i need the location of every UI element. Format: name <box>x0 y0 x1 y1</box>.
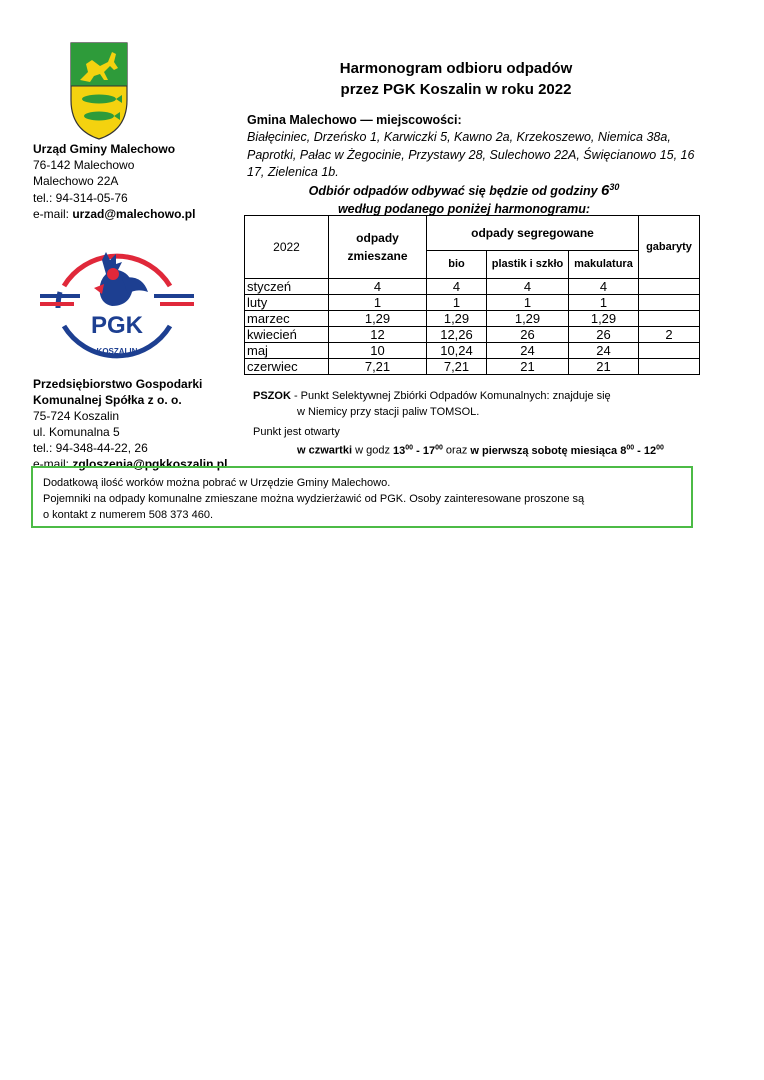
bulky-cell <box>639 343 700 359</box>
table-year-header: 2022 <box>245 216 329 279</box>
paper-cell: 1 <box>569 295 639 311</box>
table-paper-header: makulatura <box>569 251 639 279</box>
pszok-h1a: 13 <box>393 444 406 457</box>
paper-cell: 4 <box>569 279 639 295</box>
table-row <box>245 327 700 343</box>
bulky-cell <box>639 311 700 327</box>
month-cell: maj <box>245 343 329 359</box>
month-cell: styczeń <box>245 279 329 295</box>
table-bulky-header: gabaryty <box>639 216 700 279</box>
schedule-table <box>244 215 700 375</box>
table-bio-header: bio <box>427 251 487 279</box>
pszok-h1b: 17 <box>422 444 436 457</box>
plastic-cell: 24 <box>487 343 569 359</box>
table-row <box>245 359 700 375</box>
bio-cell: 12,26 <box>427 327 487 343</box>
plastic-cell: 1,29 <box>487 311 569 327</box>
month-cell: kwiecień <box>245 327 329 343</box>
pickup-minutes: 30 <box>609 182 620 192</box>
month-cell: czerwiec <box>245 359 329 375</box>
pszok-h1b-sup: 00 <box>435 444 443 451</box>
title-line2: przez PGK Koszalin w roku 2022 <box>340 81 572 98</box>
pszok-h2b-sup: 00 <box>656 444 664 451</box>
mixed-cell: 1 <box>329 295 427 311</box>
pickup-note <box>244 178 684 218</box>
mixed-cell: 10 <box>329 343 427 359</box>
pszok-h1a-sup: 00 <box>405 444 414 451</box>
table-plastic-header: plastik i szkło <box>487 251 569 279</box>
company-email-label: e-mail: <box>33 457 73 471</box>
bio-cell: 4 <box>427 279 487 295</box>
bulky-cell <box>639 295 700 311</box>
bio-cell: 10,24 <box>427 343 487 359</box>
pszok-h2b: 12 <box>643 444 657 457</box>
pgk-logo-text: PGK <box>90 312 144 339</box>
month-cell: luty <box>245 295 329 311</box>
paper-cell: 24 <box>569 343 639 359</box>
info-box <box>31 466 693 528</box>
table-row <box>245 343 700 359</box>
pszok-hours1-pre: w godz <box>352 444 393 457</box>
pszok-hours <box>253 424 693 459</box>
pszok-h2a: 8 <box>620 444 627 457</box>
paper-cell: 26 <box>569 327 639 343</box>
municipality-name: Urząd Gminy Malechowo <box>33 142 176 156</box>
company-email-link[interactable]: zgloszenia@pgkkoszalin.pl <box>72 457 228 471</box>
table-row <box>245 279 700 295</box>
month-cell: marzec <box>245 311 329 327</box>
pszok-day2: w pierwszą sobotę miesiąca <box>470 444 621 457</box>
pickup-hour: 6 <box>601 182 610 200</box>
table-segregated-header: odpady segregowane <box>427 216 639 251</box>
info-line3: o kontakt z numerem 508 373 460. <box>43 509 213 521</box>
area-heading: Gmina Malechowo — miejscowości: <box>247 113 462 127</box>
pszok-text1: - Punkt Selektywnej Zbiórki Odpadów Komunalnych: znajduje się <box>290 390 611 402</box>
municipality-phone: tel.: 94-314-05-76 <box>33 191 128 205</box>
bulky-cell <box>639 279 700 295</box>
mixed-cell: 7,21 <box>329 359 427 375</box>
pszok-open-label: Punkt jest otwarty <box>253 426 340 438</box>
table-mixed-header: odpady zmieszane <box>329 216 427 279</box>
page-title <box>236 58 676 100</box>
mixed-cell: 1,29 <box>329 311 427 327</box>
bio-cell: 1 <box>427 295 487 311</box>
plastic-cell: 4 <box>487 279 569 295</box>
coat-of-arms-logo <box>70 42 128 140</box>
mixed-cell: 12 <box>329 327 427 343</box>
mixed-cell: 4 <box>329 279 427 295</box>
pickup-line1: Odbiór odpadów odbywać się będzie od godziny <box>308 184 602 199</box>
bulky-cell: 2 <box>639 327 700 343</box>
pszok-day1: w czwartki <box>297 444 353 457</box>
municipality-email-link[interactable]: urzad@malechowo.pl <box>72 207 196 221</box>
company-address1: 75-724 Koszalin <box>33 409 120 423</box>
pickup-line2: według podanego poniżej harmonogramu: <box>337 202 591 217</box>
plastic-cell: 21 <box>487 359 569 375</box>
paper-cell: 1,29 <box>569 311 639 327</box>
pszok-or: oraz <box>442 444 471 457</box>
municipality-address2: Malechowo 22A <box>33 174 119 188</box>
table-row <box>245 295 700 311</box>
info-line2: Pojemniki na odpady komunalne zmieszane można wydzierżawić od PGK. Osoby zainteresowane proszone są <box>43 493 585 505</box>
company-phone: tel.: 94-348-44-22, 26 <box>33 441 148 455</box>
pgk-koszalin-logo <box>36 248 198 364</box>
area-places: Białęciniec, Drzeńsko 1, Karwiczki 5, Kawno 2a, Krzekoszewo, Niemica 38a, Paprotki, Pałac w Żegocinie, Przystawy 28, Sulechowo 22A, Święcianowo 15, 16 17, Zielenica 1b. <box>247 130 695 179</box>
company-name-line1: Przedsiębiorstwo Gospodarki <box>33 377 203 391</box>
title-line1: Harmonogram odbioru odpadów <box>339 60 573 77</box>
pgk-logo-subtext: KOSZALIN <box>96 347 138 356</box>
plastic-cell: 1 <box>487 295 569 311</box>
bio-cell: 1,29 <box>427 311 487 327</box>
pszok-label: PSZOK <box>253 390 291 402</box>
municipality-address1: 76-142 Malechowo <box>33 158 135 172</box>
table-row <box>245 311 700 327</box>
plastic-cell: 26 <box>487 327 569 343</box>
pszok-text2: w Niemicy przy stacji paliw TOMSOL. <box>297 406 480 418</box>
pszok-h2a-sup: 00 <box>626 444 635 451</box>
info-line1: Dodatkową ilość worków można pobrać w Urzędzie Gminy Malechowo. <box>43 477 391 489</box>
pszok-h2-dash: - <box>634 444 644 457</box>
company-address2: ul. Komunalna 5 <box>33 425 120 439</box>
company-name-line2: Komunalnej Spółka z o. o. <box>33 393 182 407</box>
pszok-note <box>253 388 683 420</box>
bio-cell: 7,21 <box>427 359 487 375</box>
pszok-h1-dash: - <box>413 444 423 457</box>
paper-cell: 21 <box>569 359 639 375</box>
municipality-email-label: e-mail: <box>33 207 73 221</box>
bulky-cell <box>639 359 700 375</box>
